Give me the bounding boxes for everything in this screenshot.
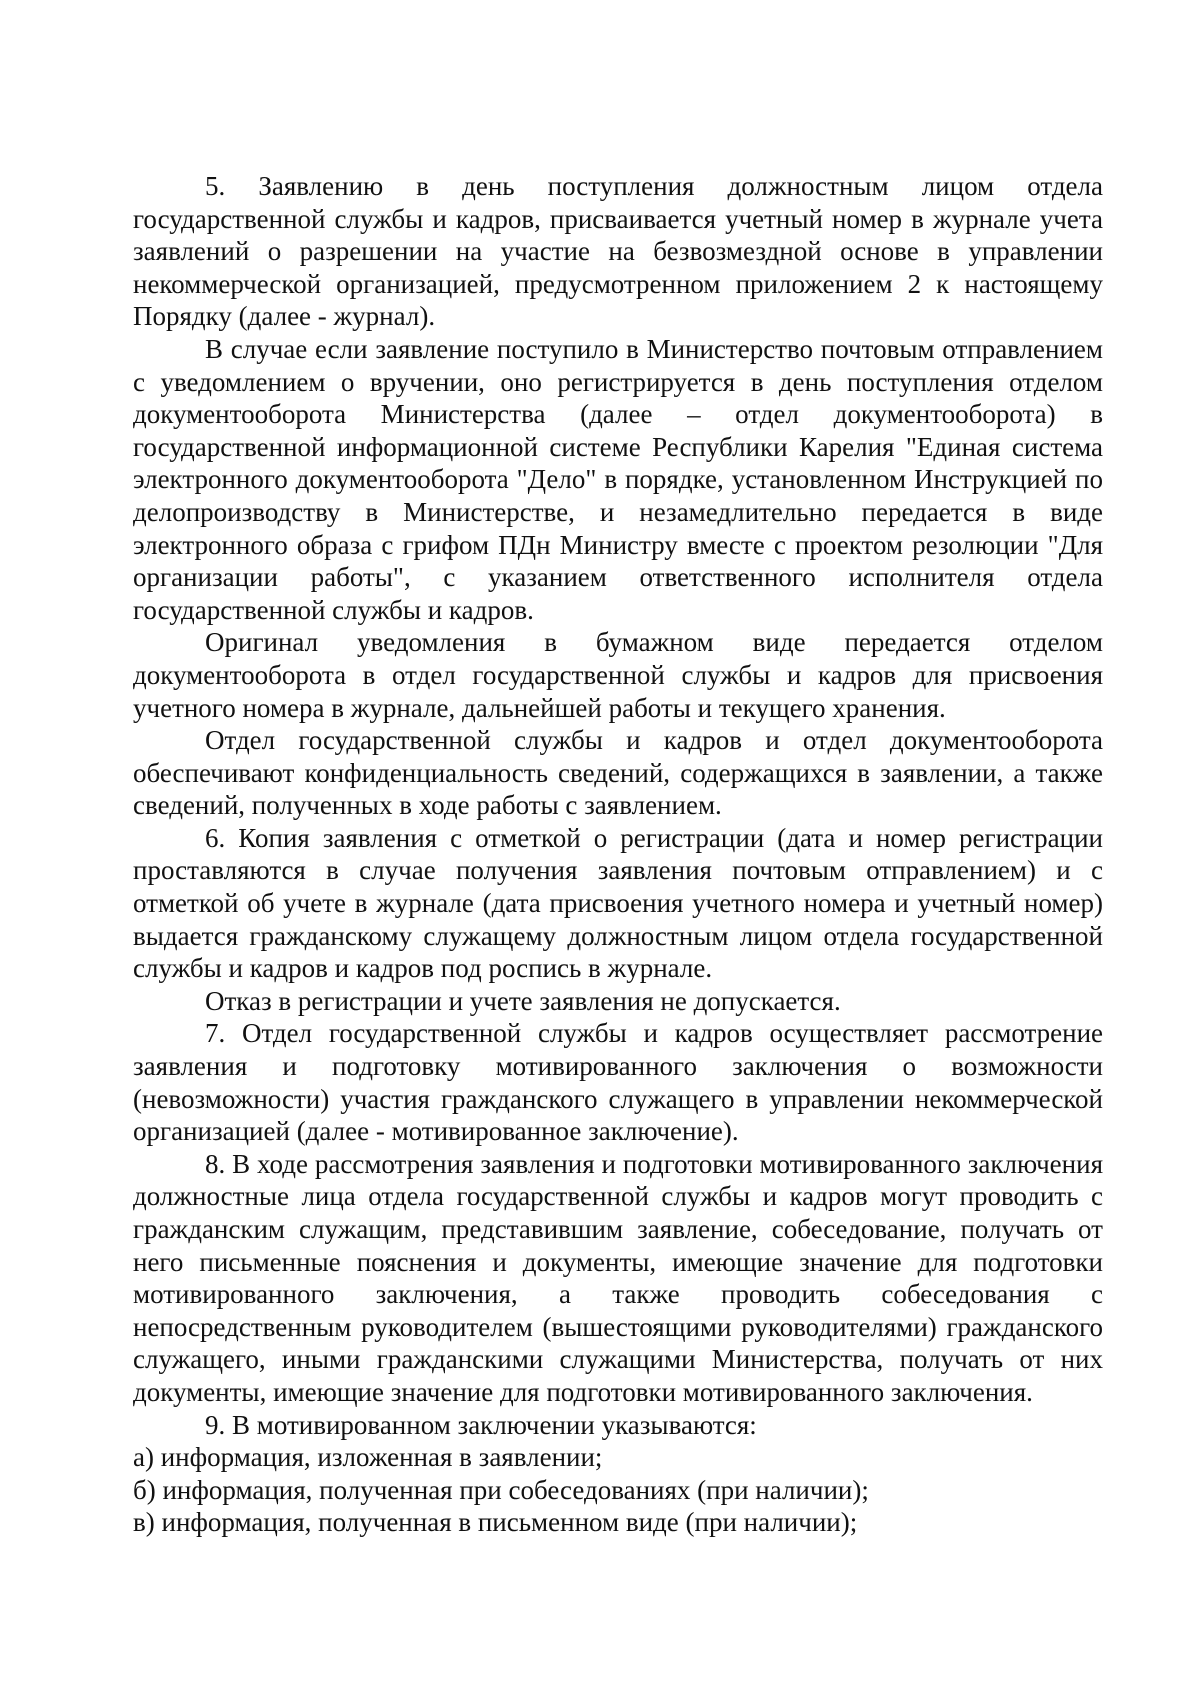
paragraph-5-registration: 5. Заявлению в день поступления должностным лицом отдела государственной службы и кадров, присваивается учетный номер в журнале учета заявлений о разрешении на участие на безвозмездной основе в управлении некоммерческой организацией, предусмотренном приложением 2 к настоящему Порядку (далее - журнал).: [133, 171, 1103, 332]
paragraph-7-review: 7. Отдел государственной службы и кадров осуществляет рассмотрение заявления и подготовку мотивированного заключения о возможности (невозможности) участия гражданского служащего в управлении некоммерческой организацией (далее - мотивированное заключение).: [133, 1018, 1103, 1147]
list-item-c: в) информация, полученная в письменном виде (при наличии);: [133, 1507, 858, 1538]
paragraph-confidentiality: Отдел государственной службы и кадров и отдел документооборота обеспечивают конфиденциальность сведений, содержащихся в заявлении, а также сведений, полученных в ходе работы с заявлением.: [133, 725, 1103, 821]
list-item-b: б) информация, полученная при собеседованиях (при наличии);: [133, 1474, 869, 1505]
paragraph-refusal: Отказ в регистрации и учете заявления не допускается.: [205, 985, 841, 1016]
paragraph-8-interview: 8. В ходе рассмотрения заявления и подготовки мотивированного заключения должностные лица отдела государственной службы и кадров могут проводить с гражданским служащим, представившим заявление, собеседование, получать от него письменные пояснения и документы, имеющие значение для подготовки мотивированного заключения, а также проводить собеседования с непосредственным руководителем (вышестоящими руководителями) гражданского служащего, иными гражданскими служащими Министерства, получать от них документы, имеющие значение для подготовки мотивированного заключения.: [133, 1148, 1103, 1407]
document-page: [133, 170, 1103, 1539]
list-item-a: а) информация, изложенная в заявлении;: [133, 1442, 603, 1473]
paragraph-postal-receipt: В случае если заявление поступило в Министерство почтовым отправлением с уведомлением о вручении, оно регистрируется в день поступления отделом документооборота Министерства (далее – отдел документооборота) в государственной информационной системе Республики Карелия "Единая система электронного документооборота "Дело" в порядке, установленном Инструкцией по делопроизводству в Министерстве, и незамедлительно передается в виде электронного образа с грифом ПДн Министру вместе с проектом резолюции "Для организации работы", с указанием ответственного исполнителя отдела государственной службы и кадров.: [133, 333, 1103, 625]
paragraph-original-transfer: Оригинал уведомления в бумажном виде передается отделом документооборота в отдел государственной службы и кадров для присвоения учетного номера в журнале, дальнейшей работы и текущего хранения.: [133, 627, 1103, 723]
paragraph-9-contents: 9. В мотивированном заключении указываются:: [205, 1409, 757, 1440]
paragraph-6-copy: 6. Копия заявления с отметкой о регистрации (дата и номер регистрации проставляются в случае получения заявления почтовым отправлением) и с отметкой об учете в журнале (дата присвоения учетного номера и учетный номер) выдается гражданскому служащему должностным лицом отдела государственной службы и кадров и кадров под роспись в журнале.: [133, 822, 1103, 984]
